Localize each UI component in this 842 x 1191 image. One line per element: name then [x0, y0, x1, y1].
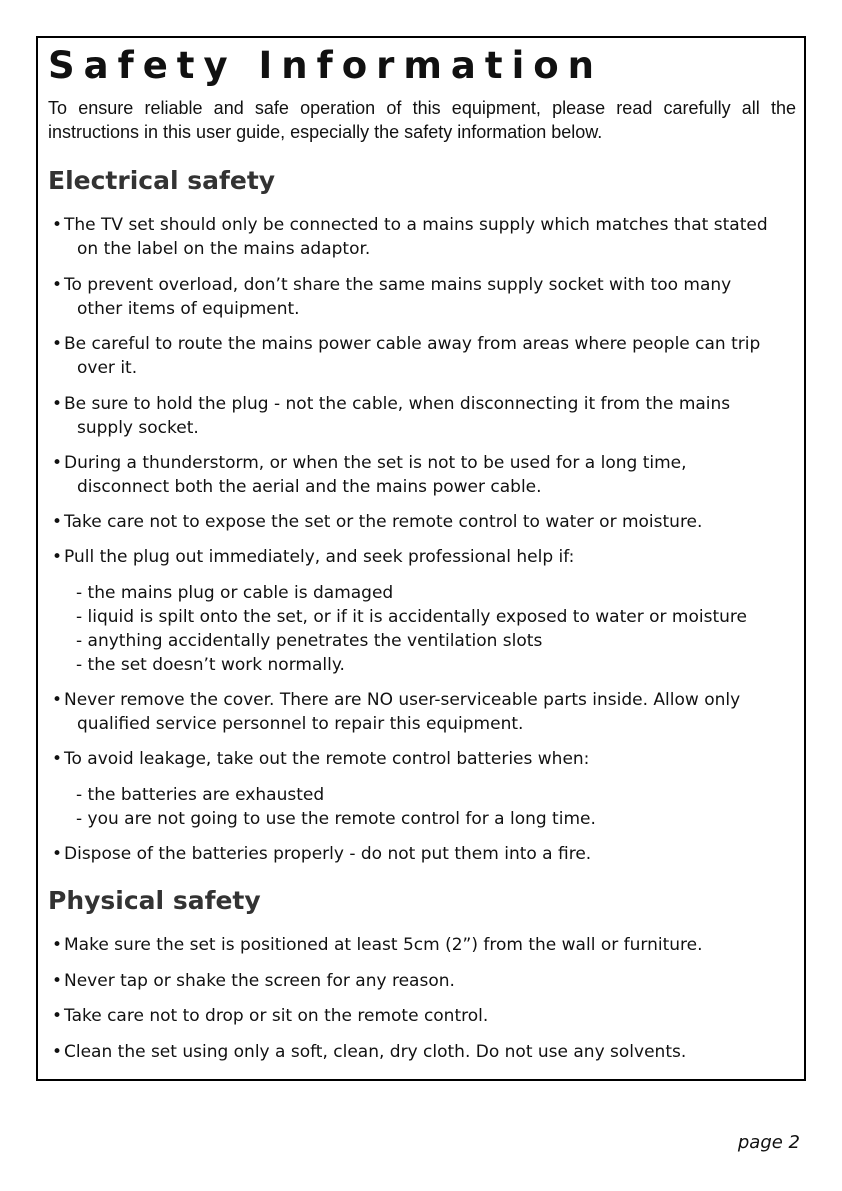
electrical-safety-heading: Electrical safety	[48, 166, 276, 195]
sub-item: - you are not going to use the remote control for a long time.	[76, 809, 596, 829]
sub-item: - anything accidentally penetrates the ventilation slots	[76, 631, 543, 651]
physical-bullet-4: • Clean the set using only a soft, clean, dry cloth. Do not use any solvents.	[52, 1042, 687, 1062]
sub-item: - the batteries are exhausted	[76, 785, 325, 805]
bullet-icon: •	[52, 512, 63, 532]
bullet-icon: •	[52, 453, 63, 473]
physical-bullet-2: • Never tap or shake the screen for any reason.	[52, 971, 455, 991]
electrical-bullet-4: • Be sure to hold the plug - not the cable, when disconnecting it from the mains supply socket.	[52, 394, 731, 438]
intro-paragraph: To ensure reliable and safe operation of this equipment, please read carefully all the instructions in this user guide, especially the safety information below.	[48, 98, 796, 142]
electrical-bullet-2: • To prevent overload, don’t share the same mains supply socket with too many other items of equipment.	[52, 275, 732, 319]
electrical-bullet-3: • Be careful to route the mains power cable away from areas where people can trip over it.	[52, 334, 761, 378]
electrical-bullet-7-sublist	[76, 581, 747, 677]
bullet-icon: •	[52, 749, 63, 769]
bullet-icon: •	[52, 334, 63, 354]
bullet-icon: •	[52, 935, 63, 955]
electrical-bullet-1: • The TV set should only be connected to a mains supply which matches that stated on the label on the mains adaptor.	[52, 215, 768, 259]
bullet-icon: •	[52, 844, 63, 864]
bullet-icon: •	[52, 547, 63, 567]
bullet-icon: •	[52, 215, 63, 235]
content-frame	[36, 36, 806, 1081]
electrical-bullet-7: • Pull the plug out immediately, and seek professional help if:	[52, 547, 575, 567]
sub-item: - the mains plug or cable is damaged	[76, 583, 394, 603]
page-number: page 2	[737, 1132, 800, 1153]
electrical-bullet-9: • To avoid leakage, take out the remote control batteries when:	[52, 749, 590, 769]
electrical-bullet-5: • During a thunderstorm, or when the set is not to be used for a long time, disconnect both the aerial and the mains power cable.	[52, 453, 687, 497]
sub-item: - the set doesn’t work normally.	[76, 655, 345, 675]
bullet-icon: •	[52, 1006, 63, 1026]
bullet-icon: •	[52, 394, 63, 414]
bullet-icon: •	[52, 1042, 63, 1062]
physical-bullet-1: • Make sure the set is positioned at least 5cm (2”) from the wall or furniture.	[52, 935, 703, 955]
physical-bullet-3: • Take care not to drop or sit on the remote control.	[52, 1006, 489, 1026]
electrical-bullet-10: • Dispose of the batteries properly - do not put them into a fire.	[52, 844, 592, 864]
electrical-bullet-6: • Take care not to expose the set or the remote control to water or moisture.	[52, 512, 703, 532]
sub-item: - liquid is spilt onto the set, or if it is accidentally exposed to water or moisture	[76, 607, 747, 627]
page-title: Safety Information	[48, 44, 604, 87]
physical-safety-heading: Physical safety	[48, 886, 261, 915]
electrical-bullet-8: • Never remove the cover. There are NO user-serviceable parts inside. Allow only qualified service personnel to repair this equipment.	[52, 690, 741, 734]
bullet-icon: •	[52, 690, 63, 710]
electrical-bullet-9-sublist	[76, 783, 596, 831]
bullet-icon: •	[52, 275, 63, 295]
bullet-icon: •	[52, 971, 63, 991]
